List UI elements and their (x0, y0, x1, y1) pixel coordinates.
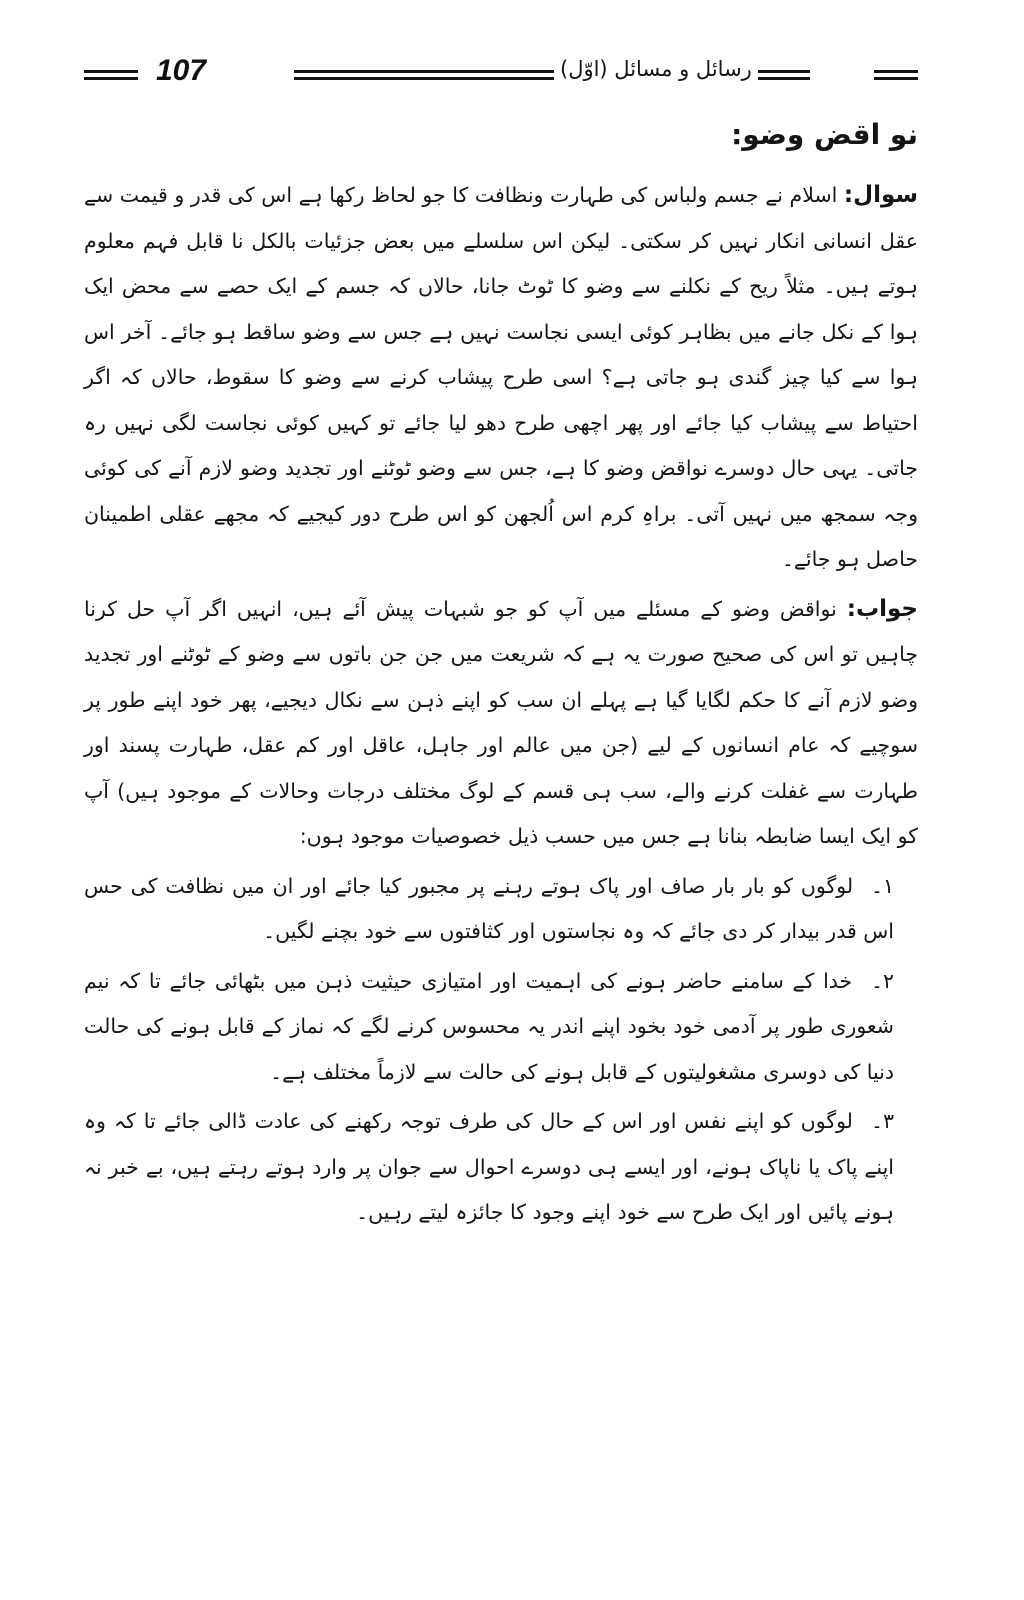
list-item-text: لوگوں کو اپنے نفس اور اس کے حال کی طرف توجہ رکھنے کی عادت ڈالی جائے تا کہ وہ اپنے پاک یا ناپاک ہونے، اور ایسے ہی دوسرے احوال سے جوان پر وارد ہوتے رہتے ہیں، بے خبر نہ ہونے پائیں اور ایک طرح سے خود اپنے وجود کا جائزہ لیتے رہیں۔ (84, 1109, 894, 1224)
list-item-number: ۲۔ (870, 968, 894, 993)
list-item-number: ۳۔ (870, 1109, 894, 1133)
answer-text: نواقض وضو کے مسئلے میں آپ کو جو شبہات پیش آئے ہیں، انہیں اگر آپ حل کرنا چاہیں تو اس کی صحیح صورت یہ ہے کہ شریعت میں جن جن باتوں سے وضو کے ٹوٹنے اور تجدید وضو لازم آنے کا حکم لگایا گیا ہے پہلے ان سب کو اپنے ذہن سے نکال دیجیے، پھر خود اپنے طور پر سوچیے کہ عام انسانوں کے لیے (جن میں عالم اور جاہل، عاقل اور کم عقل، طہارت پسند اور طہارت سے غفلت کرنے والے، سب ہی قسم کے لوگ مختلف درجات وحالات کے موجود ہیں) آپ کو ایک ایسا ضابطہ بنانا ہے جس میں حسب ذیل خصوصیات موجود ہوں: (84, 596, 918, 848)
list-item (84, 1099, 918, 1236)
question-text: اسلام نے جسم ولباس کی طہارت ونظافت کا جو لحاظ رکھا ہے اس کی قدر و قیمت سے عقل انسانی انکار نہیں کر سکتی۔ لیکن اس سلسلے میں بعض جزئیات بالکل نا قابل فہم معلوم ہوتے ہیں۔ مثلاً ریح کے نکلنے سے وضو کا ٹوٹ جانا، حالاں کہ جسم کے ایک حصے سے محض ایک ہوا کے نکل جانے میں بظاہر کوئی ایسی نجاست نہیں ہے جس سے وضو ساقط ہو جائے۔ آخر اس ہوا سے کیا چیز گندی ہو جاتی ہے؟ اسی طرح پیشاب کرنے سے وضو کا سقوط، حالاں کہ اگر احتیاط سے پیشاب کیا جائے اور پھر اچھی طرح دھو لیا جائے تو کہیں کوئی نجاست لگی نہیں رہ جاتی۔ یہی حال دوسرے نواقض وضو کا ہے، جس سے وضو ٹوٹنے اور تجدید وضو لازم آنے کی کوئی وجہ سمجھ میں نہیں آتی۔ براہِ کرم اس اُلجھن کو اس طرح دور کیجیے کہ مجھے عقلی اطمینان حاصل ہو جائے۔ (84, 183, 918, 571)
book-title: رسائل و مسائل (اوّل) (554, 57, 758, 81)
header-rule-right (874, 70, 918, 80)
page-content (84, 118, 918, 1240)
question-paragraph (84, 173, 918, 583)
list-item (84, 959, 918, 1096)
list-item-number: ۱۔ (870, 873, 894, 898)
answer-paragraph (84, 587, 918, 860)
answer-label: جواب: (846, 595, 918, 622)
header-rule-left (84, 70, 138, 80)
section-title: نو اقض وضو: (731, 118, 918, 151)
list-item (84, 864, 918, 955)
list-item-text: لوگوں کو بار بار صاف اور پاک ہوتے رہنے پر مجبور کیا جائے اور ان میں نظافت کی حس اس قدر بیدار کر دی جائے کہ وہ نجاستوں اور کثافتوں سے خود بچنے لگیں۔ (84, 873, 894, 943)
question-label: سوال: (843, 182, 918, 208)
page-number: 107 (156, 54, 207, 87)
list-item-text: خدا کے سامنے حاضر ہونے کی اہمیت اور امتیازی حیثیت ذہن میں بٹھائی جائے تا کہ نیم شعوری طور پر آدمی خود بخود اپنے اندر یہ محسوس کرنے لگے کہ نماز کے قابل ہونے کی حالت دنیا کی دوسری مشغولیتوں کے قابل ہونے کی حالت سے لازماً مختلف ہے۔ (84, 968, 894, 1084)
page-header (84, 54, 918, 96)
